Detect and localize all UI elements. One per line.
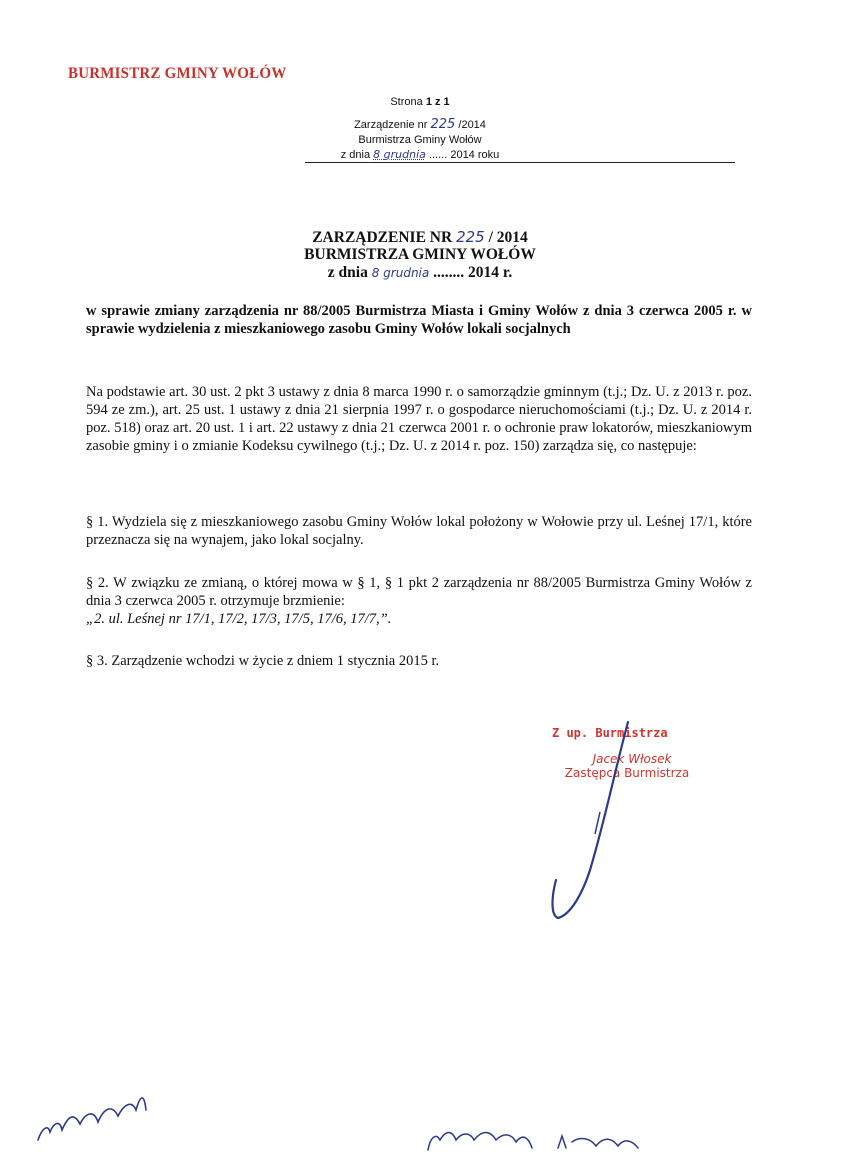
header-decree-number-handwritten: 225 — [430, 117, 456, 132]
page-number: 1 z 1 — [425, 96, 450, 108]
decree-date-suffix: ........ 2014 r. — [433, 264, 513, 281]
paragraph-3: § 3. Zarządzenie wchodzi w życie z dniem 1 stycznia 2015 r. — [86, 653, 440, 669]
page-label: Strona — [390, 96, 423, 108]
signature-bottom-middle — [428, 1133, 532, 1151]
header-date-prefix: z dnia — [340, 149, 371, 161]
signature-stamp-role: Zastępca Burmistrza — [564, 766, 690, 780]
header-date-handwritten: 8 grudnia — [373, 148, 426, 161]
decree-date-handwritten: 8 grudnia — [371, 266, 430, 280]
header-issuer: Burmistrza Gminy Wołów — [358, 134, 482, 146]
decree-title-prefix: ZARZĄDZENIE NR — [312, 229, 453, 246]
paragraph-1: § 1. Wydziela się z mieszkaniowego zasobu Gminy Wołów lokal położony w Wołowie przy ul. Leśnej 17/1, które przeznacza się na wynajem, jako lokal socjalny. — [86, 514, 752, 548]
decree-title-number-handwritten: 225 — [456, 228, 485, 246]
signature-stamp-line1: Z up. Burmistrza — [552, 726, 668, 740]
decree-issuer: BURMISTRZA GMINY WOŁÓW — [304, 246, 536, 263]
paragraph-2-text: § 2. W związku ze zmianą, o której mowa w § 1, § 1 pkt 2 zarządzenia nr 88/2005 Burmistrza Gminy Wołów z dnia 3 czerwca 2005 r. otrzymuje brzmienie: — [86, 575, 752, 609]
signature-tick — [595, 812, 600, 834]
header-decree-year: /2014 — [458, 119, 486, 131]
main-signature — [553, 722, 629, 918]
legal-basis: Na podstawie art. 30 ust. 2 pkt 3 ustawy z dnia 8 marca 1990 r. o samorządzie gminnym (t.j.; Dz. U. z 2013 r. poz. 594 ze zm.), art. 25 ust. 1 ustawy z dnia 21 sierpnia 1997 r. o gospodarce nieruchomościami (t.j.; Dz. U. z 2014 r. poz. 518) oraz art. 20 ust. 1 i art. 22 ustawy z dnia 21 czerwca 2001 r. o ochronie praw lokatorów, mieszkaniowym zasobie gminy i o zmianie Kodeksu cywilnego (t.j.; Dz. U. z 2014 r. poz. 150) zarządza się, co następuje: — [86, 384, 752, 454]
paragraph-2-quote: „2. ul. Leśnej nr 17/1, 17/2, 17/3, 17/5, 17/6, 17/7,”. — [86, 611, 392, 627]
decree-subject: w sprawie zmiany zarządzenia nr 88/2005 Burmistrza Miasta i Gminy Wołów z dnia 3 czerwca 2005 r. w sprawie wydzielenia z mieszkaniowego zasobu Gminy Wołów lokali socjalnych — [86, 303, 752, 337]
header-date-suffix: ...... 2014 roku — [428, 149, 500, 161]
signature-stamp-name: Jacek Włosek — [592, 752, 672, 766]
decree-title-suffix: / 2014 — [488, 229, 528, 246]
issuer-stamp: BURMISTRZ GMINY WOŁÓW — [68, 65, 287, 83]
header-decree-prefix: Zarządzenie nr — [354, 119, 428, 131]
initials-left — [38, 1098, 146, 1140]
signature-bottom-right — [558, 1136, 638, 1148]
decree-date-prefix: z dnia — [327, 264, 368, 281]
